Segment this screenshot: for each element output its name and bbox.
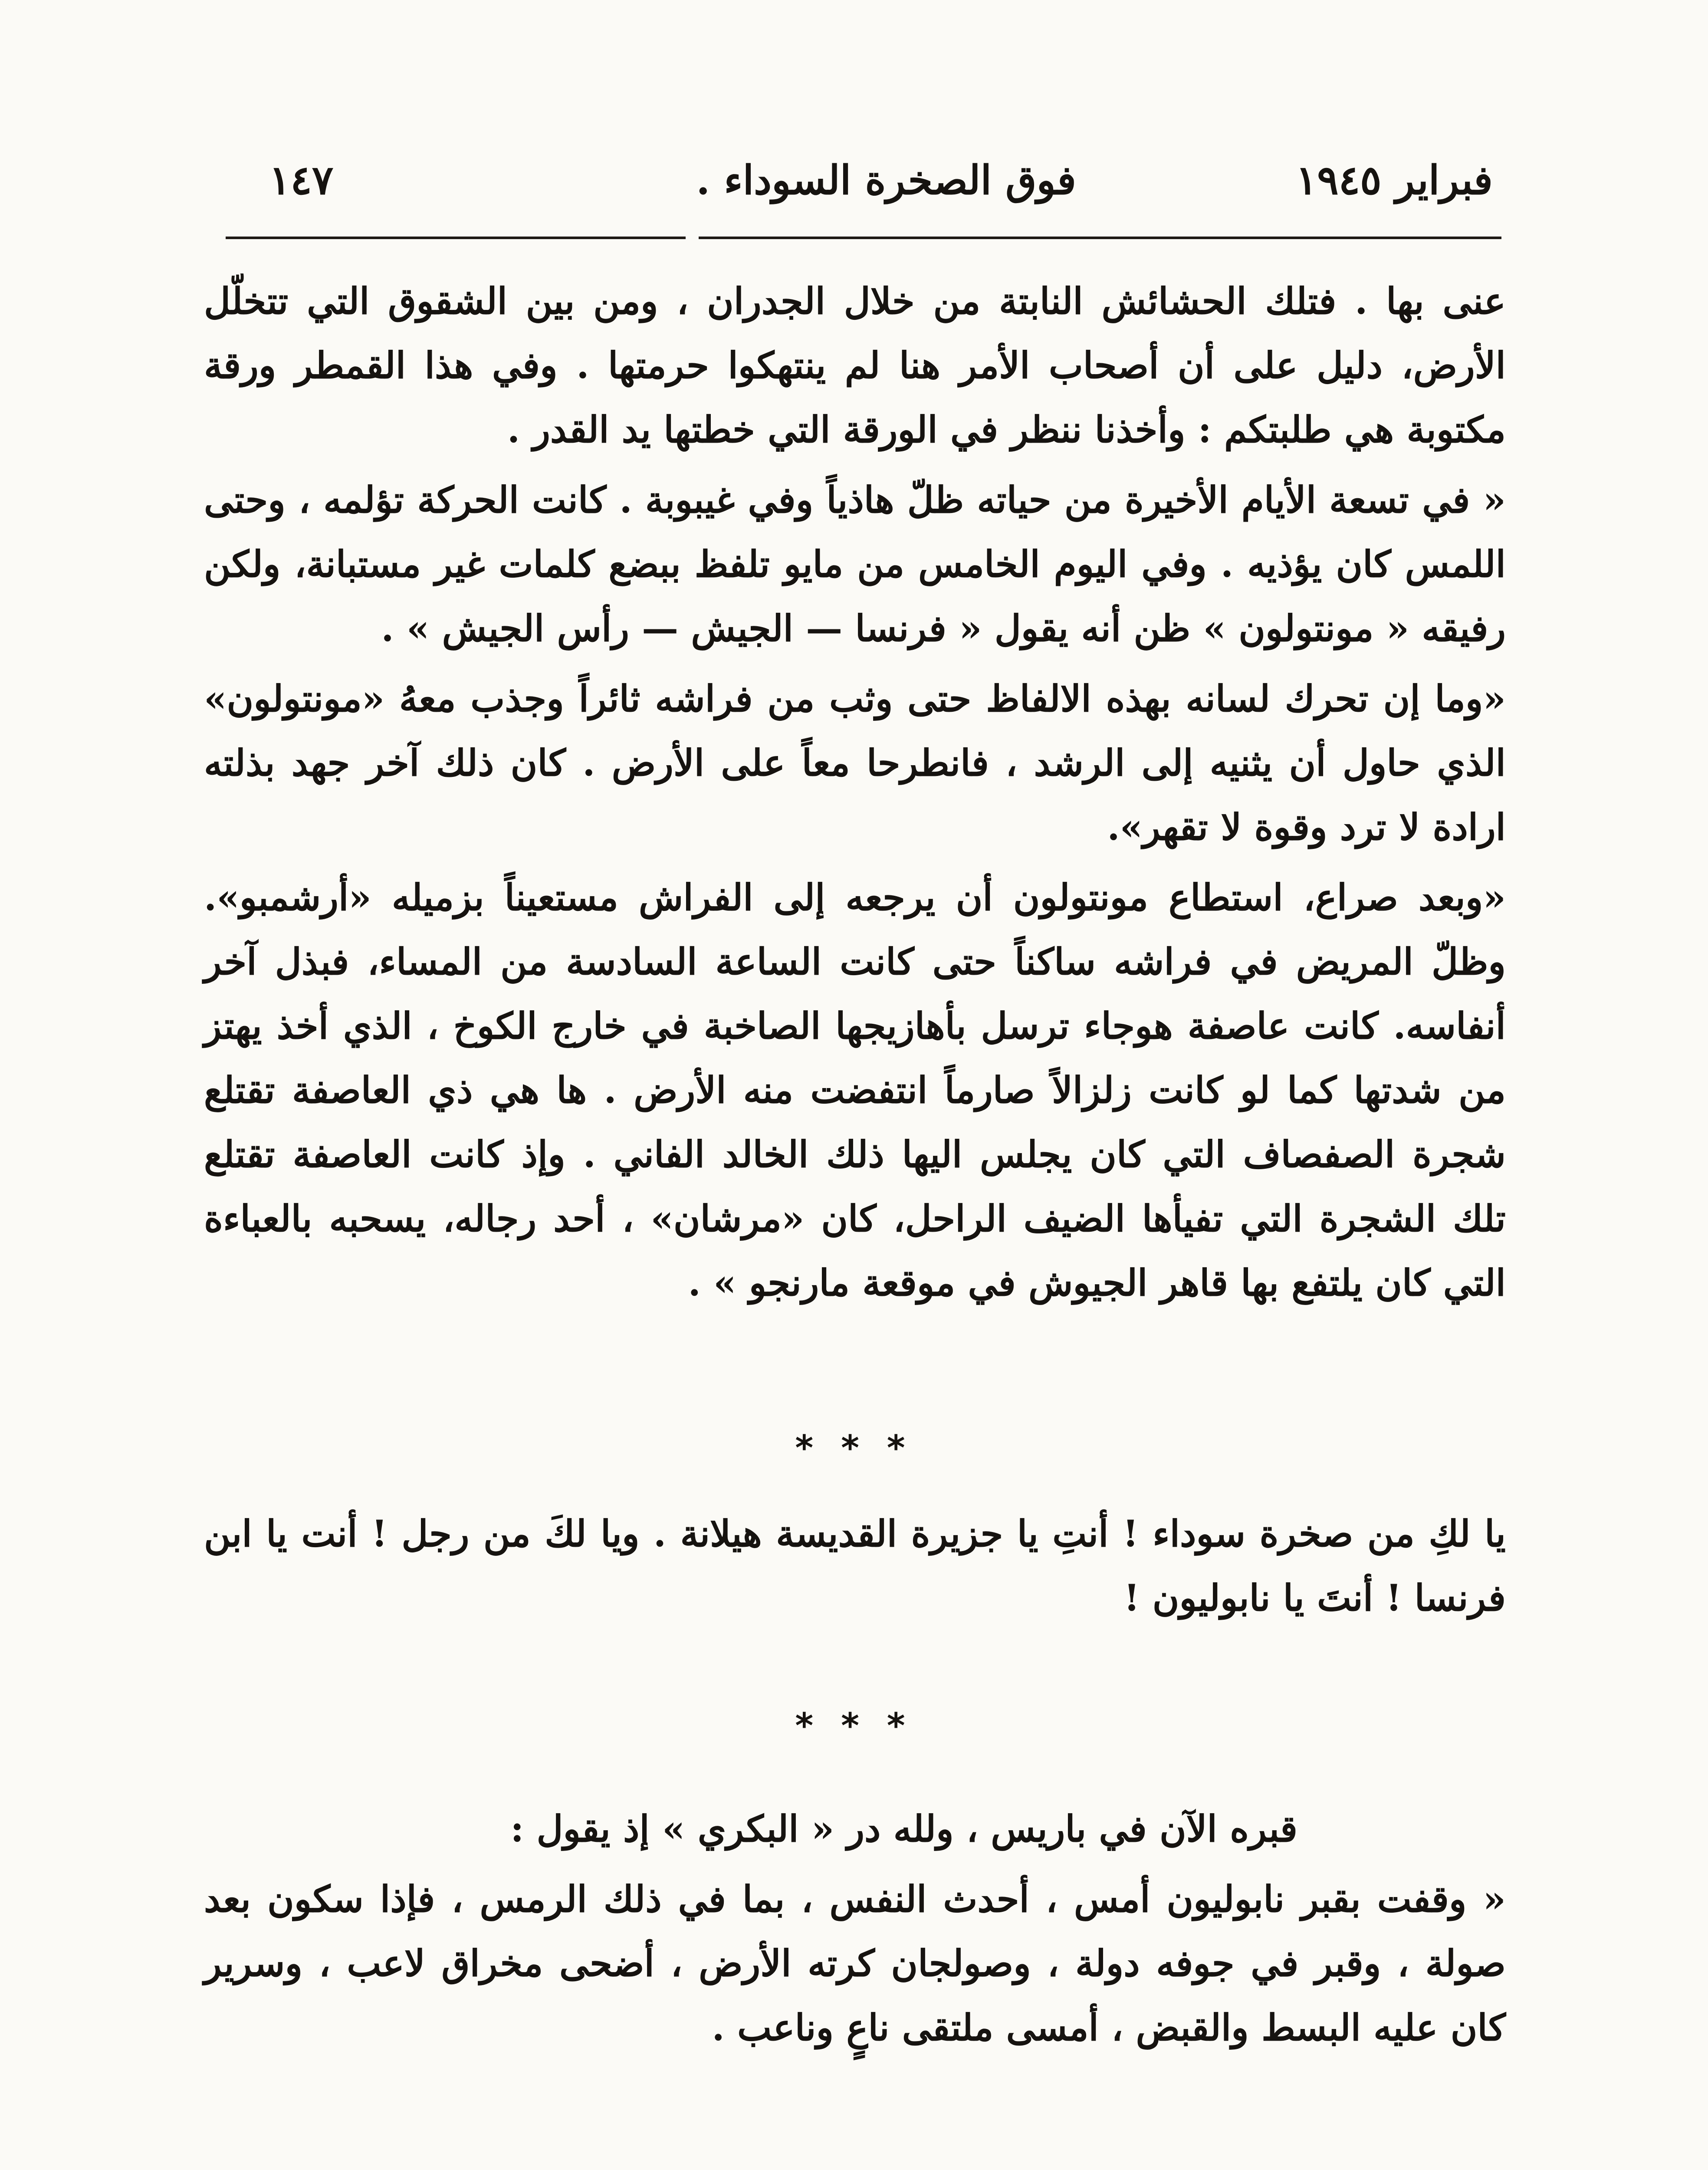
- page-number: ١٤٧: [269, 157, 334, 204]
- paragraph-quote: « وقفت بقبر نابوليون أمس ، أحدث النفس ، بما في ذلك الرمس ، فإذا سكون بعد صولة ، وقبر في جوفه دولة ، وصولجان كرته الأرض ، أضحى مخراق لاعب ، وسرير كان عليه البسط والقبض ، أمسى ملتقى ناعٍ وناعب .: [204, 1877, 1506, 2049]
- paragraph-intro: قبره الآن في باريس ، ولله در « البكري » إذ يقول :: [510, 1807, 1297, 1850]
- header-rule-left: [226, 237, 686, 239]
- text-block-2: [204, 1502, 1506, 1630]
- header-date: فبراير ١٩٤٥: [1295, 157, 1493, 204]
- text-block-3: [204, 1797, 1506, 2060]
- section-separator: * * *: [795, 1428, 913, 1468]
- header-rule-right: [699, 237, 1501, 239]
- paragraph: « في تسعة الأيام الأخيرة من حياته ظلّ هاذياً وفي غيبوبة . كانت الحركة تؤلمه ، وحتى اللمس كان يؤذيه . وفي اليوم الخامس من مايو تلفظ ببضع كلمات غير مستبانة، ولكن رفيقه « مونتولون » ظن أنه يقول « فرنسا — الجيش — رأس الجيش » .: [204, 478, 1506, 650]
- paragraph: عنى بها . فتلك الحشائش النابتة من خلال الجدران ، ومن بين الشقوق التي تتخلّل الأرض، دليل على أن أصحاب الأمر هنا لم ينتهكوا حرمتها . وفي هذا القمطر ورقة مكتوبة هي طلبتكم : وأخذنا ننظر في الورقة التي خطتها يد القدر .: [204, 279, 1506, 451]
- paragraph: يا لكِ من صخرة سوداء ! أنتِ يا جزيرة القديسة هيلانة . ويا لكَ من رجل ! أنت يا ابن فرنسا ! أنتَ يا نابوليون !: [204, 1512, 1506, 1619]
- paragraph: «وما إن تحرك لسانه بهذه الالفاظ حتى وثب من فراشه ثائراً وجذب معهُ «مونتولون» الذي حاول أن يثنيه إلى الرشد ، فانطرحا معاً على الأرض . كان ذلك آخر جهد بذلته ارادة لا ترد وقوة لا تقهر».: [204, 677, 1506, 848]
- section-separator: * * *: [795, 1706, 913, 1746]
- paragraph: «وبعد صراع، استطاع مونتولون أن يرجعه إلى الفراش مستعيناً بزميله «أرشمبو». وظلّ المريض في فراشه ساكناً حتى كانت الساعة السادسة من المساء، فبذل آخر أنفاسه. كانت عاصفة هوجاء ترسل بأهازيجها الصاخبة في خارج الكوخ ، الذي أخذ يهتز من شدتها كما لو كانت زلزالاً صارماً انتفضت منه الأرض . ها هي ذي العاصفة تقتلع شجرة الصفصاف التي كان يجلس اليها ذلك الخالد الفاني . وإذ كانت العاصفة تقتلع تلك الشجرة التي تفيأها الضيف الراحل، كان «مرشان» ، أحد رجاله، يسحبه بالعباءة التي كان يلتفع بها قاهر الجيوش في موقعة مارنجو » .: [204, 876, 1506, 1304]
- page-header: [269, 148, 1493, 213]
- header-title: فوق الصخرة السوداء .: [696, 157, 1076, 204]
- text-block-1: [204, 269, 1506, 1315]
